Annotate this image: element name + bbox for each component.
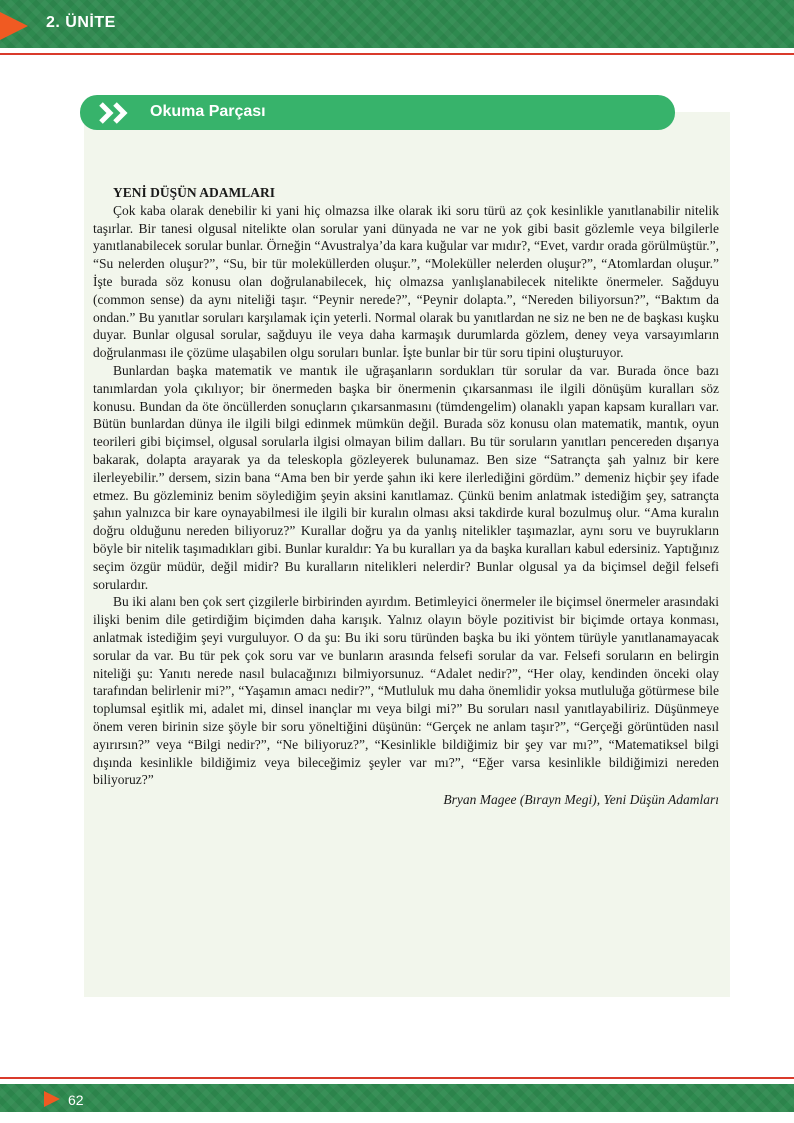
article-source: Bryan Magee (Bırayn Megi), Yeni Düşün Adamları (443, 792, 719, 808)
arrow-right-icon (44, 1091, 60, 1107)
article-title: YENİ DÜŞÜN ADAMLARI (113, 185, 276, 200)
article-paragraph: Bu iki alanı ben çok sert çizgilerle birbirinden ayırdım. Betimleyici önermeler ile biçimsel önermeler arasındaki ilişki benim dile getirdiğim biçimden daha karışık. Yalnız olayın böyle pozitivist bir biçimde ortaya konması, anlatmak istediğim şeyi vurguluyor. O da şu: Bu iki soru türünden başka bu iki yöntem türüyle yanıtlanamayacak sorular da var. Bu tür pek çok soru var ve bunların arasında felsefi sorular da var. Felsefi soruların en belirgin niteliği şu: Yanıtı nerede nasıl bulacağınızı bilmiyorsunuz. “Adalet nedir?”, “Her olay, kendinden önceki olay tarafından belirlenir mi?”, “Yaşamın amacı nedir?”, “Mutluluk mu daha önemlidir yoksa mutluluğa götürmese bile toplumsal eşitlik mi, adalet mi, dinsel inançlar mı veya bilgi mi?” Bu soruları nasıl yanıtlayabiliriz. Düşünmeye önem veren birinin size şöyle bir soru yöneltiğini düşünün: “Gerçek ne anlam taşır?”, “Gerçeği görüntüden nasıl ayırırsın?” veya “Bilgi nedir?”, “Ne biliyoruz?”, “Kesinlikle bildiğimiz bir şey var mı?”, “Matematiksel bilgi dışında kesinlikle bildiğimiz veya bileceğimiz şeyler var mı?”, “Eğer varsa kesinlikle bildiğimizi nereden biliyoruz?” (93, 594, 719, 788)
article (93, 184, 719, 809)
header-divider (0, 53, 794, 55)
page-number: 62 (68, 1092, 84, 1108)
section-title: Okuma Parçası (150, 103, 266, 120)
unit-header-band (0, 0, 794, 48)
section-header (80, 95, 675, 130)
unit-title: 2. ÜNİTE (46, 14, 116, 31)
article-paragraph: Bunlardan başka matematik ve mantık ile uğraşanların sordukları tür sorular da var. Burada önce bazı tanımlardan yola çıkılıyor; bir önermeden başka bir önermenin çıkarsanması ile ilgili dönüşüm kuralları söz konusu. Bundan da öte öncüllerden sonuçların çıkarsanmasını (tümdengelim) olanaklı yapan kapsam kuralları var. Bütün bunlardan dünya ile ilgili bilgi edinmek mümkün değil. Burada söz konusu olan matematik, mantık, oyun teorileri gibi biçimsel, olgusal sorularla ilgisi olmayan bilim dalları. Bu tür soruların yanıtları pencereden dışarıya bakarak, dolapta arayarak ya da teleskopla gözleyerek bulunamaz. Ben size “Satrançta şah yalnız bir kere ilerleyebilir.” dersem, sizin bana “Ama ben bir yerde şahın iki kere ilerlediğini gördüm.” demeniz hiçbir şey ifade etmez. Bu gözleminiz benim söylediğim şeyin aksini kanıtlamaz. Çünkü benim anlatmak istediğim şey, satrançta şahın yalnızca bir kare oynayabilmesi ile ilgili bir kuralın olması aksi takdirde kural bozulmuş olur. “Ama kuralın doğru olduğunu nereden biliyoruz?” Kurallar doğru ya da yanlış nitelikler taşımazlar, aynı soru ve buyrukların böyle bir nitelik taşımadıkları gibi. Bunlar kuraldır: Ya bu kuralları ya da başka kuralları kabul edersiniz. Yaptığınız seçim özgür müdür, değil midir? Bu kuralların nitelikleri nelerdir? Bunlar olgusal ya da biçimsel değil felsefi sorulardır. (93, 362, 719, 592)
footer-band (0, 1084, 794, 1112)
double-chevron-right-icon (98, 101, 132, 125)
article-paragraph: Çok kaba olarak denebilir ki yani hiç olmazsa ilke olarak iki soru türü az çok kesinlikle yanıtlanabilir nitelik taşırlar. Bir tanesi olgusal nitelikte olan sorular yani dünyada ne var ne yok gibi basit gözlemle veya bilgilerle yanıtlanabilecek sorular bunlar. Örneğin “Avustralya’da kara kuğular var mıdır?, “Evet, vardır orada görülmüştür.”, “Su nelerden oluşur?”, “Su, bir tür moleküllerden oluşur.”, “Moleküller nelerden oluşur?”, “Atomlardan oluşur.” İşte burada söz konusu olan doğrulanabilecek, hiç olmazsa yanlışlanabilecek nitelikte önermeler. Sağduyu (common sense) da aynı niteliği taşır. “Peynir nerede?”, “Peynir dolapta.”, “Nereden biliyorsun?”, “Baktım da ondan.” Bu yanıtlar soruları karşılamak için yeterli. Normal olarak bu yanıtlardan ne siz ne ben ne de başkası kuşku duyar. Bunlar olgusal sorular, sağduyu ile veya daha karmaşık durumlarda gözlem, deney veya varsayımların doğrulanması ile çözüme ulaşabilen olgu soruları bunlar. İşte bunlar bir tür soru tipini oluşturuyor. (93, 202, 719, 361)
footer-divider (0, 1077, 794, 1079)
arrow-right-icon (0, 12, 28, 40)
